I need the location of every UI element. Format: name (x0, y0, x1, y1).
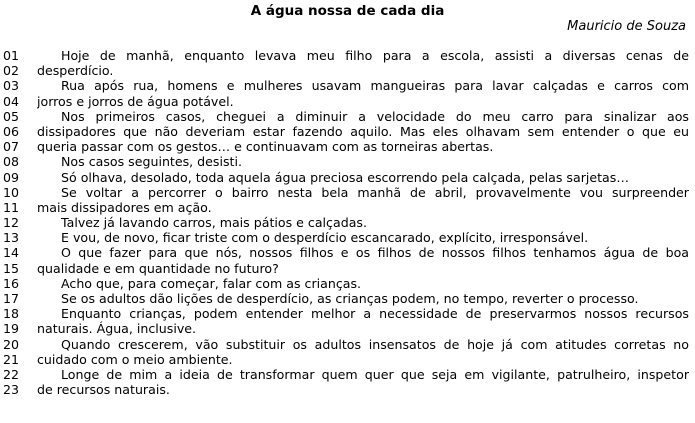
document-title: A água nossa de cada dia (250, 3, 445, 19)
text-line (3, 352, 689, 367)
text-line (3, 139, 689, 154)
line-text: desperdício. (37, 63, 114, 79)
text-line (3, 245, 689, 260)
line-number: 04 (3, 93, 20, 109)
text-line (3, 261, 689, 276)
line-text: Rua após rua, homens e mulheres usavam mangueiras para lavar calçadas e carros com (61, 78, 689, 94)
text-line (3, 78, 689, 93)
text-line (3, 291, 689, 306)
line-text: Se voltar a percorrer o bairro nesta bela manhã de abril, provavelmente vou surpreender (61, 184, 689, 200)
text-line (3, 337, 689, 352)
line-number: 11 (3, 199, 20, 215)
line-number: 01 (3, 48, 20, 63)
line-number: 08 (3, 154, 20, 170)
line-text: Nos primeiros casos, cheguei a diminuir a velocidade do meu carro para sinalizar aos (61, 108, 689, 124)
line-number: 12 (3, 215, 20, 231)
text-line (3, 230, 689, 245)
line-text: Quando crescerem, vão substituir os adultos insensatos de hoje já com atitudes corretas no (61, 336, 689, 352)
text-line (3, 321, 689, 336)
line-number: 07 (3, 139, 20, 155)
text-line (3, 154, 689, 169)
line-number: 17 (3, 291, 20, 306)
line-text: Só olhava, desolado, toda aquela água preciosa escorrendo pela calçada, pelas sarjetas… (61, 169, 629, 185)
line-text: mais dissipadores em ação. (37, 199, 212, 215)
line-number: 22 (3, 366, 20, 382)
text-line (3, 170, 689, 185)
line-number: 13 (3, 230, 20, 246)
line-text: Se os adultos dão lições de desperdício, as crianças podem, no tempo, reverter o processo. (61, 291, 639, 306)
line-number: 06 (3, 123, 20, 139)
line-text: Nos casos seguintes, desisti. (61, 154, 242, 170)
line-text: Enquanto crianças, podem entender melhor a necessidade de preservarmos nossos recursos (61, 306, 689, 322)
line-text: Hoje de manhã, enquanto levava meu filho para a escola, assisti a diversas cenas de (61, 48, 689, 63)
line-text: Longe de mim a ideia de transformar quem quer que seja em vigilante, patrulheiro, inspetor (61, 366, 689, 382)
line-text: Talvez já lavando carros, mais pátios e calçadas. (61, 215, 367, 231)
line-number: 21 (3, 351, 20, 367)
text-line (3, 306, 689, 321)
line-number: 16 (3, 275, 20, 291)
text-line (3, 48, 689, 63)
text-line (3, 185, 689, 200)
text-line (3, 63, 689, 78)
line-text: cuidado com o meio ambiente. (37, 351, 233, 367)
line-number: 20 (3, 336, 20, 352)
text-line (3, 200, 689, 215)
line-text: naturais. Água, inclusive. (37, 321, 197, 337)
line-text: de recursos naturais. (37, 382, 170, 398)
line-text: qualidade e em quantidade no futuro? (37, 260, 279, 276)
text-line (3, 94, 689, 109)
text-line (3, 367, 689, 382)
line-text: jorros e jorros de água potável. (37, 93, 234, 109)
line-number: 05 (3, 108, 20, 124)
document-author: Mauricio de Souza (567, 19, 686, 34)
numbered-text-body (3, 48, 689, 397)
line-text: dissipadores que não deveriam estar fazendo aquilo. Mas eles olhavam sem entender o que eu (37, 123, 689, 139)
line-number: 14 (3, 245, 20, 261)
line-number: 18 (3, 306, 20, 322)
line-number: 15 (3, 260, 20, 276)
line-text: E vou, de novo, ficar triste com o desperdício escancarado, explícito, irresponsável. (61, 230, 589, 246)
line-number: 10 (3, 184, 20, 200)
text-line (3, 109, 689, 124)
line-text: queria passar com os gestos… e continuavam com as torneiras abertas. (37, 139, 494, 155)
line-text: Acho que, para começar, falar com as crianças. (61, 275, 362, 291)
text-line (3, 276, 689, 291)
line-text: O que fazer para que nós, nossos filhos e os filhos de nossos filhos tenhamos água de boa (61, 245, 689, 261)
text-line (3, 124, 689, 139)
text-line (3, 215, 689, 230)
text-line (3, 382, 689, 397)
line-number: 09 (3, 169, 20, 185)
line-number: 02 (3, 63, 20, 79)
line-number: 23 (3, 382, 20, 398)
line-number: 03 (3, 78, 20, 94)
line-number: 19 (3, 321, 20, 337)
